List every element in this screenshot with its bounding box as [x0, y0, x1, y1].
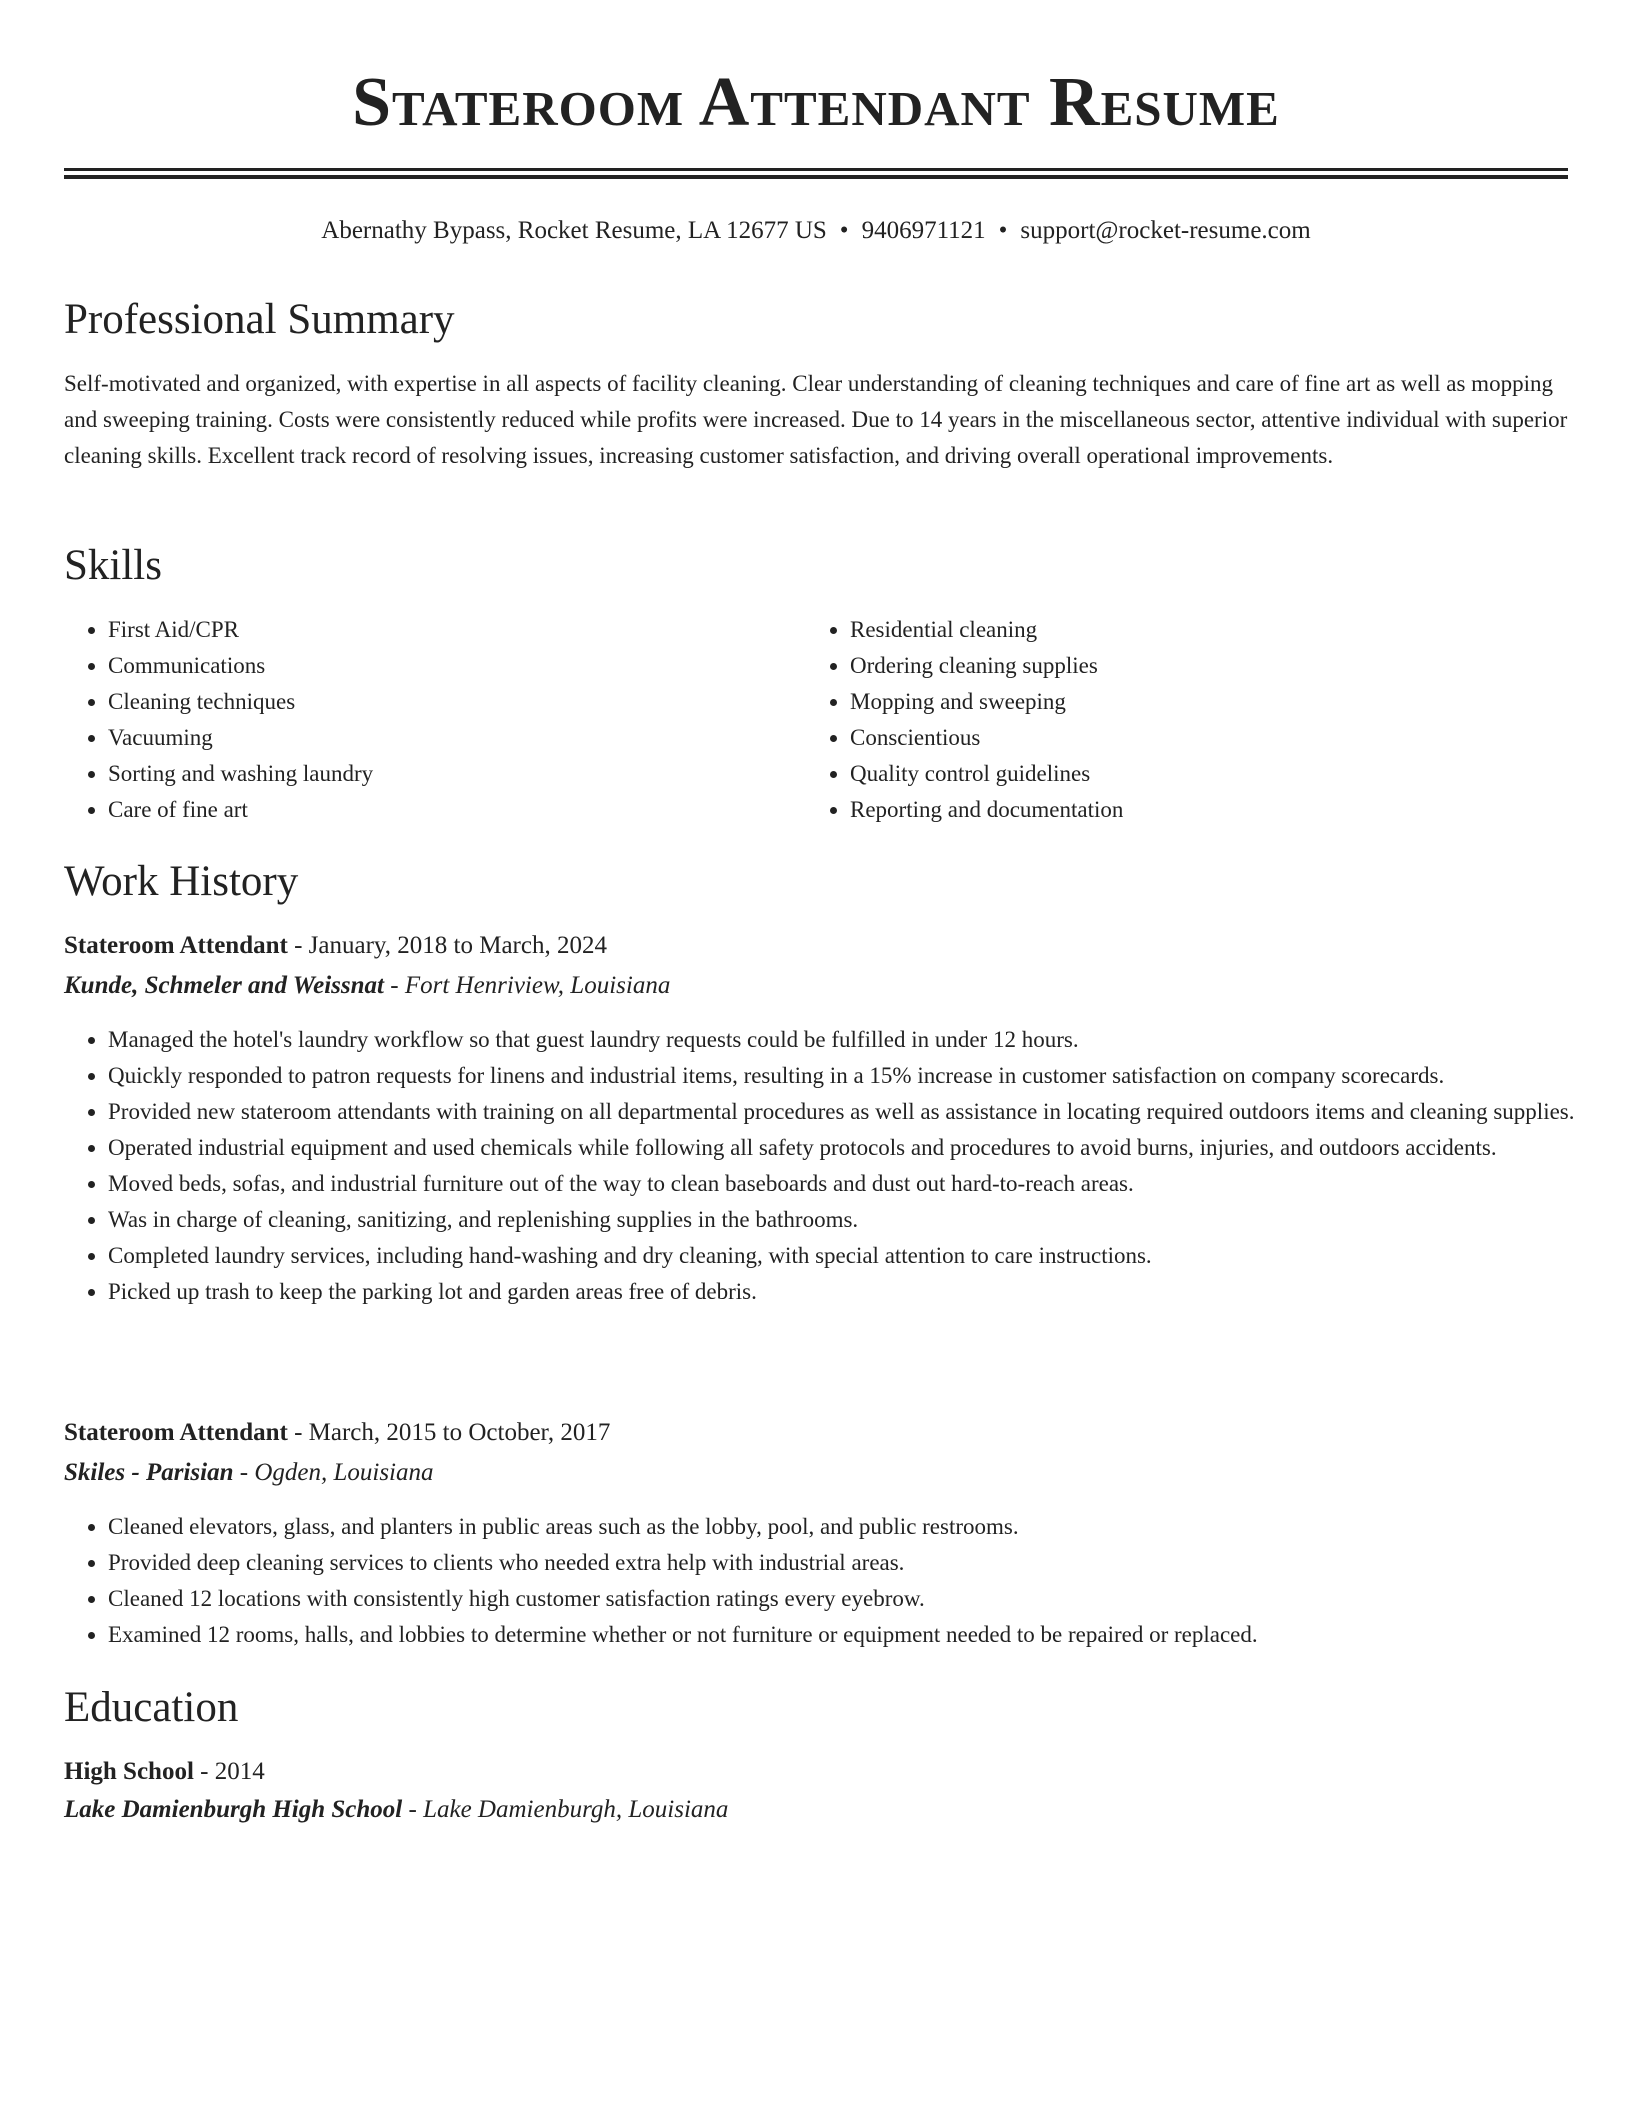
education-degree: High School: [64, 1758, 194, 1785]
education-degree-line: High School - 2014: [64, 1758, 265, 1785]
skills-heading: Skills: [64, 542, 162, 589]
education-heading: Education: [64, 1684, 239, 1731]
skill-item: • Vacuuming: [108, 720, 808, 756]
job-duty: • Moved beds, sofas, and industrial furniture out of the way to clean baseboards and dust out hard-to-reach areas.: [108, 1166, 1614, 1202]
job-dates: March, 2015 to October, 2017: [308, 1419, 611, 1446]
job-employer-line: Skiles - Parisian - Ogden, Louisiana: [64, 1459, 434, 1486]
contact-line: [0, 214, 1632, 248]
job-title-line: Stateroom Attendant - January, 2018 to March, 2024: [64, 932, 607, 959]
skills-list-left: [64, 612, 808, 828]
job-employer: Skiles - Parisian: [64, 1459, 234, 1486]
job-duty: • Operated industrial equipment and used chemicals while following all safety protocols and procedures to avoid burns, injuries, and outdoors accidents.: [108, 1130, 1614, 1166]
skill-item: • Reporting and documentation: [850, 792, 1610, 828]
work-history-heading: Work History: [64, 858, 299, 905]
skill-item: • Ordering cleaning supplies: [850, 648, 1610, 684]
contact-phone: 9406971121: [861, 217, 986, 244]
job-location: Ogden, Louisiana: [254, 1459, 434, 1486]
job-duty: • Examined 12 rooms, halls, and lobbies to determine whether or not furniture or equipment needed to be repaired or replaced.: [108, 1617, 1614, 1653]
job-title-line: Stateroom Attendant - March, 2015 to October, 2017: [64, 1419, 611, 1446]
skill-item: • First Aid/CPR: [108, 612, 808, 648]
job-employer: Kunde, Schmeler and Weissnat: [64, 972, 384, 999]
skill-item: • Communications: [108, 648, 808, 684]
skill-item: • Quality control guidelines: [850, 756, 1610, 792]
job-duty: • Managed the hotel's laundry workflow so that guest laundry requests could be fulfilled in under 12 hours.: [108, 1022, 1614, 1058]
education-school-line: Lake Damienburgh High School - Lake Damienburgh, Louisiana: [64, 1796, 729, 1823]
education-year: 2014: [214, 1758, 265, 1785]
job-duty: • Provided new stateroom attendants with training on all departmental procedures as well as assistance in locating required outdoors items and cleaning supplies.: [108, 1094, 1614, 1130]
resume-title: Stateroom Attendant Resume: [352, 64, 1280, 141]
job-duty: • Quickly responded to patron requests for linens and industrial items, resulting in a 15% increase in customer satisfaction on company scorecards.: [108, 1058, 1614, 1094]
job-title: Stateroom Attendant: [64, 932, 288, 959]
title-divider-thick: [64, 175, 1568, 179]
job-employer-line: Kunde, Schmeler and Weissnat - Fort Henriview, Louisiana: [64, 972, 671, 999]
contact-separator: •: [839, 217, 849, 244]
skill-item: • Mopping and sweeping: [850, 684, 1610, 720]
skill-item: • Residential cleaning: [850, 612, 1610, 648]
job-duty: • Cleaned 12 locations with consistently high customer satisfaction ratings every eyebrow.: [108, 1581, 1614, 1617]
summary-text: Self-motivated and organized, with expertise in all aspects of facility cleaning. Clear understanding of cleaning techniques and care of fine art as well as mopping and sweeping training. Costs were consistently reduced while profits were increased. Due to 14 years in the miscellaneous sector, attentive individual with superior cleaning skills. Excellent track record of resolving issues, increasing customer satisfaction, and driving overall operational improvements.: [64, 371, 1568, 468]
job-duty: • Picked up trash to keep the parking lot and garden areas free of debris.: [108, 1274, 1614, 1310]
education-school: Lake Damienburgh High School: [64, 1796, 403, 1823]
contact-separator: •: [998, 217, 1008, 244]
job-duty: • Cleaned elevators, glass, and planters in public areas such as the lobby, pool, and public restrooms.: [108, 1509, 1614, 1545]
skill-item: • Cleaning techniques: [108, 684, 808, 720]
skill-item: • Sorting and washing laundry: [108, 756, 808, 792]
title-divider-thin: [64, 168, 1568, 171]
job-duty: • Was in charge of cleaning, sanitizing, and replenishing supplies in the bathrooms.: [108, 1202, 1614, 1238]
job-dates: January, 2018 to March, 2024: [308, 932, 607, 959]
education-location: Lake Damienburgh, Louisiana: [423, 1796, 729, 1823]
skills-list-right: [806, 612, 1610, 828]
job-duties-list: [64, 1509, 1614, 1653]
contact-address: Abernathy Bypass, Rocket Resume, LA 12677 US: [321, 217, 827, 244]
contact-email: support@rocket-resume.com: [1020, 217, 1311, 244]
skill-item: • Conscientious: [850, 720, 1610, 756]
skill-item: • Care of fine art: [108, 792, 808, 828]
job-title: Stateroom Attendant: [64, 1419, 288, 1446]
job-duties-list: [64, 1022, 1614, 1310]
job-duty: • Completed laundry services, including hand-washing and dry cleaning, with special attention to care instructions.: [108, 1238, 1614, 1274]
job-duty: • Provided deep cleaning services to clients who needed extra help with industrial areas.: [108, 1545, 1614, 1581]
job-location: Fort Henriview, Louisiana: [404, 972, 671, 999]
summary-heading: Professional Summary: [64, 296, 455, 343]
